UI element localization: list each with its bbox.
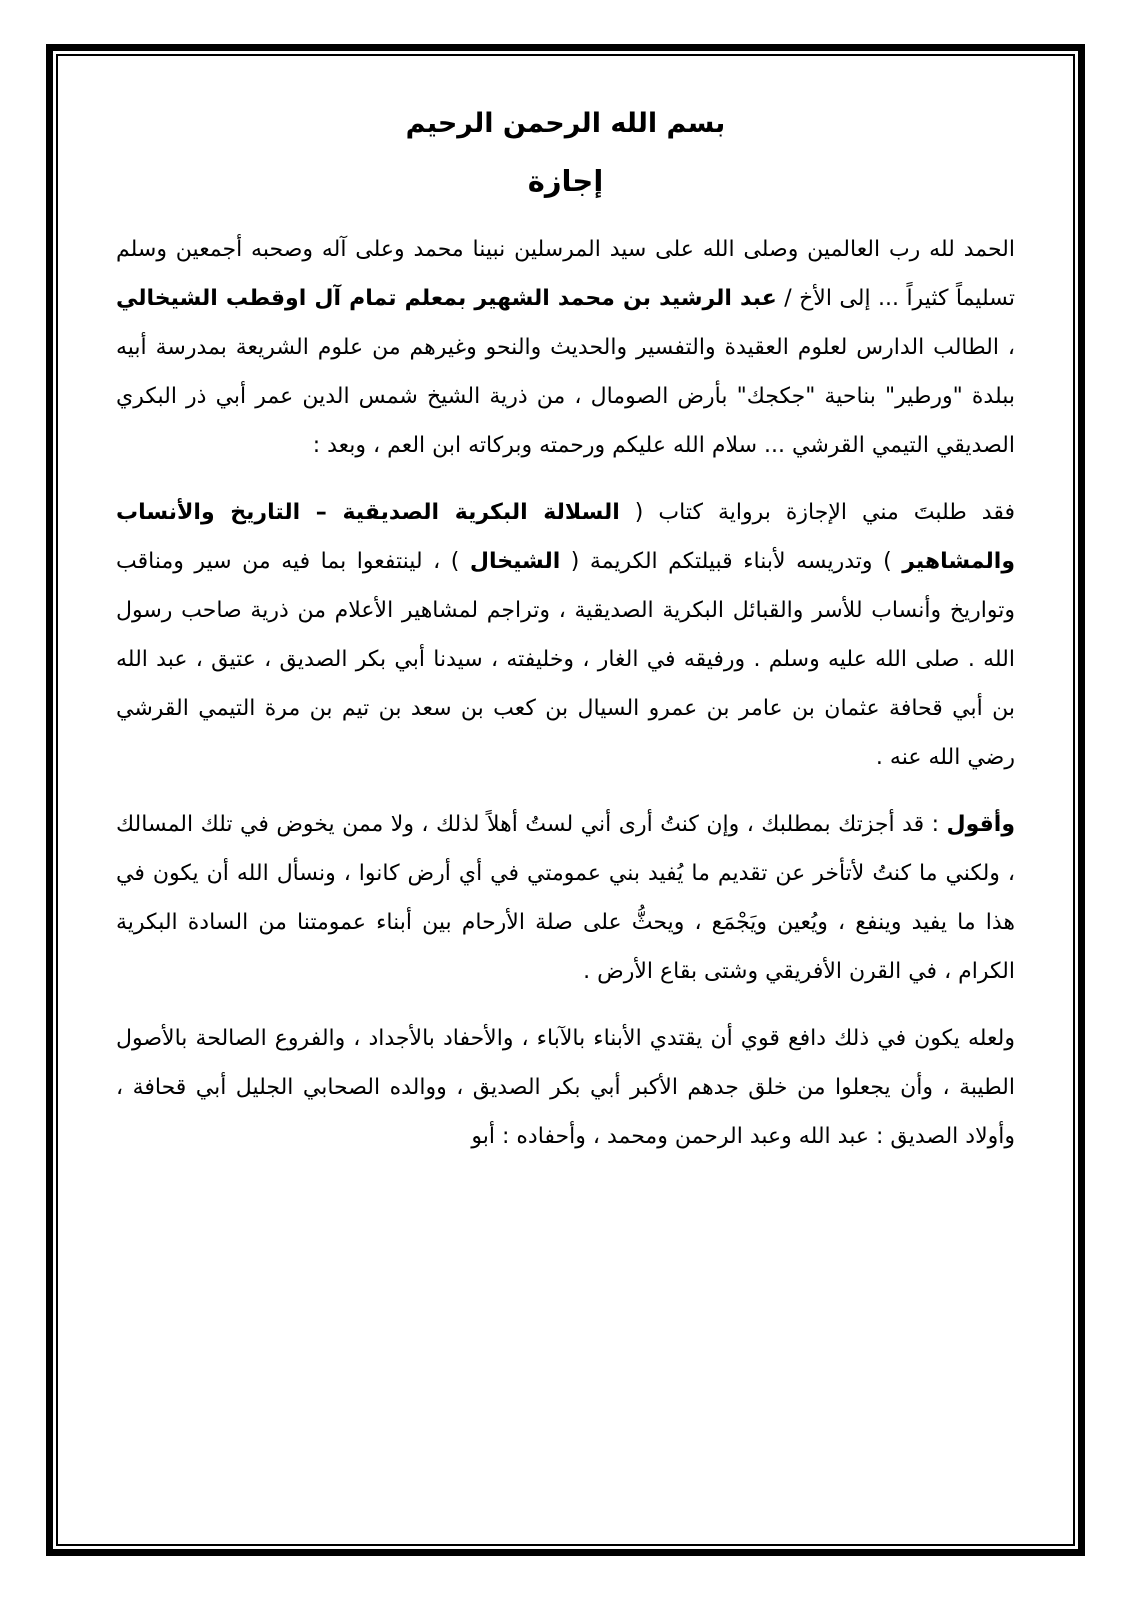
text-run-bold: الشيخال [469, 548, 561, 574]
text-run: الحمد لله رب العالمين وصلى الله على سيد المرسلين نبينا محمد وعلى آله وصحبه أجمعين وسلم تسليماً كثيراً ... إلى الأخ / [116, 236, 1015, 311]
paragraph-3 [116, 800, 1015, 996]
page-border-inner [56, 54, 1075, 1546]
page-border-outer [46, 44, 1085, 1556]
document-title: إجازة [527, 164, 604, 199]
text-run-bold: عبد الرشيد بن محمد الشهير بمعلم تمام آل اوقطب الشيخالي [116, 285, 777, 311]
text-run: ، الطالب الدارس لعلوم العقيدة والتفسير والحديث والنحو وغيرهم من علوم الشريعة بمدرسة أبيه ببلدة "ورطير" بناحية "جكجك" بأرض الصومال ، من ذرية الشيخ شمس الدين عمر أبي ذر البكري الصديقي التيمي القرشي ... سلام الله عليكم ورحمته وبركاته ابن العم ، وبعد : [116, 334, 1015, 458]
text-run: ولعله يكون في ذلك دافع قوي أن يقتدي الأبناء بالآباء ، والأحفاد بالأجداد ، والفروع الصالحة بالأصول الطيبة ، وأن يجعلوا من خلق جدهم الأكبر أبي بكر الصديق ، ووالده الصحابي الجليل أبي قحافة ، وأولاد الصديق : عبد الله وعبد الرحمن ومحمد ، وأحفاده : أبو [116, 1025, 1015, 1149]
paragraph-4 [116, 1014, 1015, 1161]
paragraph-2 [116, 488, 1015, 782]
text-run: : قد أجزتك بمطلبك ، وإن كنتُ أرى أني لستُ أهلاً لذلك ، ولا ممن يخوض في تلك المسالك ، ولكني ما كنتُ لأتأخر عن تقديم ما يُفيد بني عمومتي في أي أرض كانوا ، ونسأل الله أن يكون في هذا ما يفيد وينفع ، ويُعين ويَجْمَع ، ويحثُّ على صلة الأرحام بين أبناء عمومتنا من السادة البكرية الكرام ، في القرن الأفريقي وشتى بقاع الأرض . [116, 811, 1015, 984]
text-run: فقد طلبتَ مني الإجازة برواية كتاب ( [619, 499, 1016, 525]
text-run-bold: السلالة البكرية الصديقية – التاريخ والأنساب والمشاهير [116, 499, 1015, 574]
text-run: ) وتدريسه لأبناء قبيلتكم الكريمة ( [560, 548, 903, 574]
text-run: ) ، لينتفعوا بما فيه من سير ومناقب وتواريخ وأنساب للأسر والقبائل البكرية الصديقية ، وتراجم لمشاهير الأعلام من ذرية صاحب رسول الله . صلى الله عليه وسلم . ورفيقه في الغار ، وخليفته ، سيدنا أبي بكر الصديق ، عتيق ، عبد الله بن أبي قحافة عثمان بن عامر بن عمرو السيال بن كعب بن سعد بن تيم بن مرة التيمي القرشي رضي الله عنه . [116, 548, 1015, 770]
paragraph-1 [116, 225, 1015, 470]
basmala-title: بسم الله الرحمن الرحيم [405, 108, 726, 139]
text-run-bold: وأقول [946, 811, 1015, 837]
document-content [116, 106, 1015, 1161]
